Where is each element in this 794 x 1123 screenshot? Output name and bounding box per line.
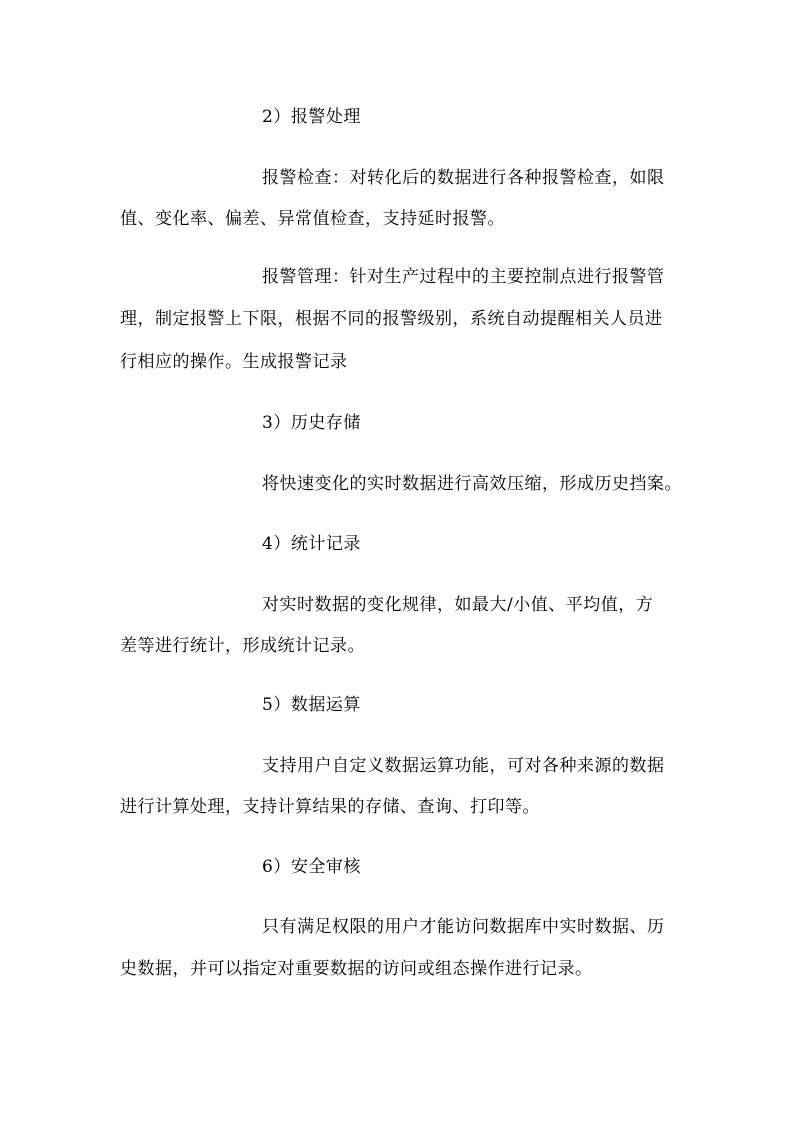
section-heading-statistics: 4）统计记录 xyxy=(262,534,361,554)
paragraph-line: 理，制定报警上下限，根据不同的报警级别，系统自动提醒相关人员进 xyxy=(120,309,663,329)
paragraph-line: 只有满足权限的用户才能访问数据库中实时数据、历 xyxy=(262,917,665,937)
paragraph-line: 史数据，并可以指定对重要数据的访问或组态操作进行记录。 xyxy=(120,959,593,979)
paragraph-line: 值、变化率、偏差、异常值检查，支持延时报警。 xyxy=(120,209,505,229)
section-heading-alarm-processing: 2）报警处理 xyxy=(262,107,361,127)
paragraph-line: 支持用户自定义数据运算功能，可对各种来源的数据 xyxy=(262,756,665,776)
section-heading-data-operation: 5）数据运算 xyxy=(262,695,361,715)
section-heading-history-storage: 3）历史存储 xyxy=(262,413,361,433)
section-heading-security-audit: 6）安全审核 xyxy=(262,857,361,877)
paragraph-line: 报警检查：对转化后的数据进行各种报警检查，如限 xyxy=(262,168,665,188)
paragraph-line: 将快速变化的实时数据进行高效压缩，形成历史挡案。 xyxy=(262,474,682,494)
paragraph-line: 报警管理：针对生产过程中的主要控制点进行报警管 xyxy=(262,267,665,287)
paragraph-line: 进行计算处理，支持计算结果的存储、查询、打印等。 xyxy=(120,797,540,817)
paragraph-line: 差等进行统计，形成统计记录。 xyxy=(120,636,365,656)
paragraph-line: 行相应的操作。生成报警记录 xyxy=(120,352,348,372)
paragraph-line: 对实时数据的变化规律，如最大/小值、平均值，方 xyxy=(262,595,654,615)
